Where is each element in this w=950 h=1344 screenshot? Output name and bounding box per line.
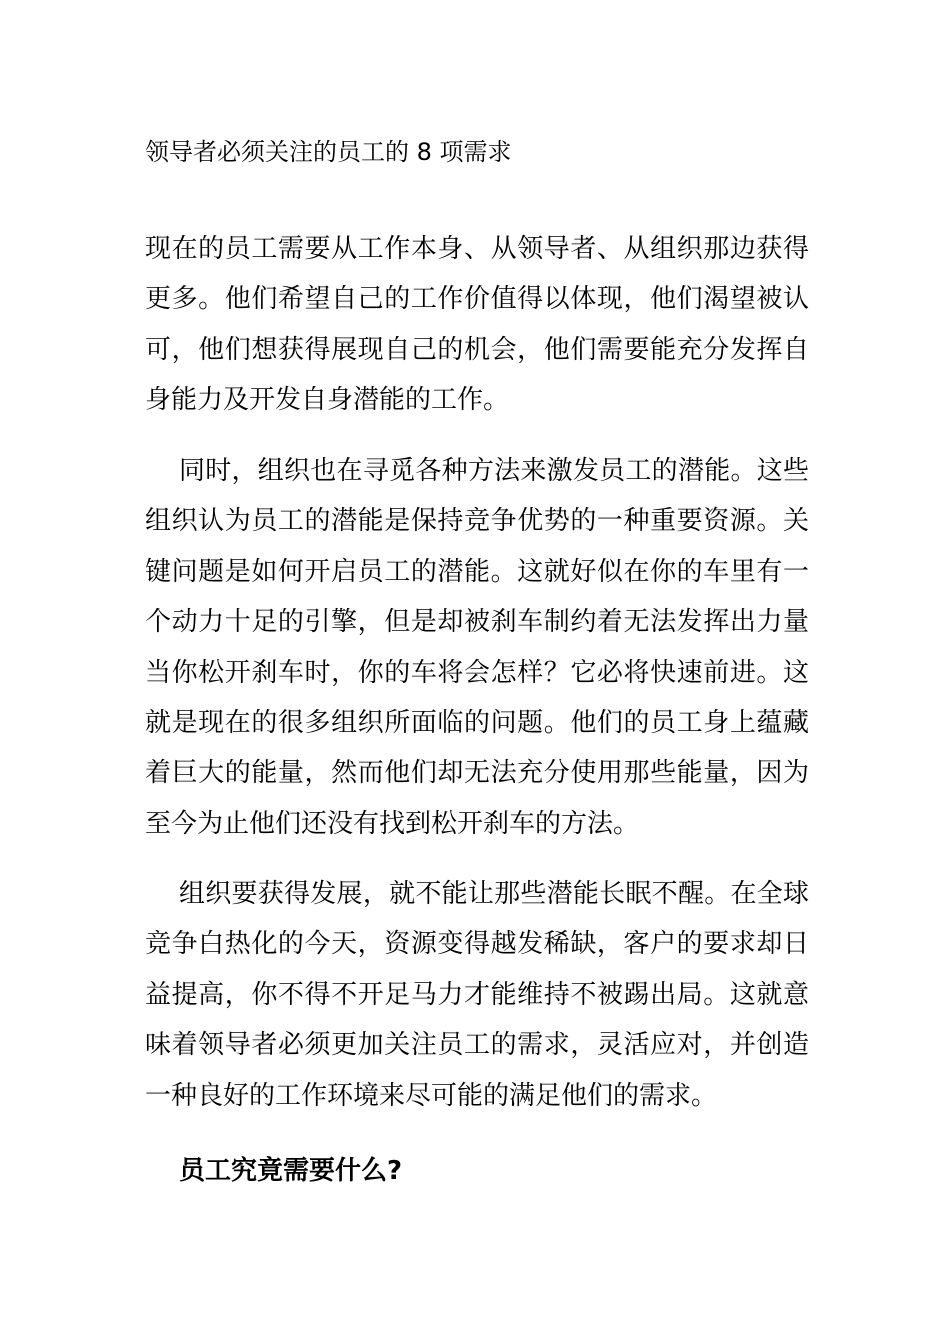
paragraph-3: 组织要获得发展，就不能让那些潜能长眠不醒。在全球竞争白热化的今天，资源变得越发稀缺，客户的要求却日益提高，你不得不开足马力才能维持不被踢出局。这就意味着领导者必须更加关注员工的需求，灵活应对，并创造一种良好的工作环境来尽可能的满足他们的需求。 (145, 879, 809, 1111)
document-title: 领导者必须关注的员工的 8 项需求 (145, 138, 512, 166)
paragraph-1: 现在的员工需要从工作本身、从领导者、从组织那边获得更多。他们希望自己的工作价值得以体现，他们渴望被认可，他们想获得展现自己的机会，他们需要能充分发挥自身能力及开发自身潜能的工作。 (145, 234, 809, 416)
section-heading: 员工究竟需要什么? (179, 1156, 403, 1186)
paragraph-2: 同时，组织也在寻觅各种方法来激发员工的潜能。这些组织认为员工的潜能是保持竞争优势的一种重要资源。关键问题是如何开启员工的潜能。这就好似在你的车里有一个动力十足的引擎，但是却被刹车制约着无法发挥出力量当你松开刹车时，你的车将会怎样？它必将快速前进。这就是现在的很多组织所面临的问题。他们的员工身上蕴藏着巨大的能量，然而他们却无法充分使用那些能量，因为至今为止他们还没有找到松开刹车的方法。 (145, 456, 809, 839)
